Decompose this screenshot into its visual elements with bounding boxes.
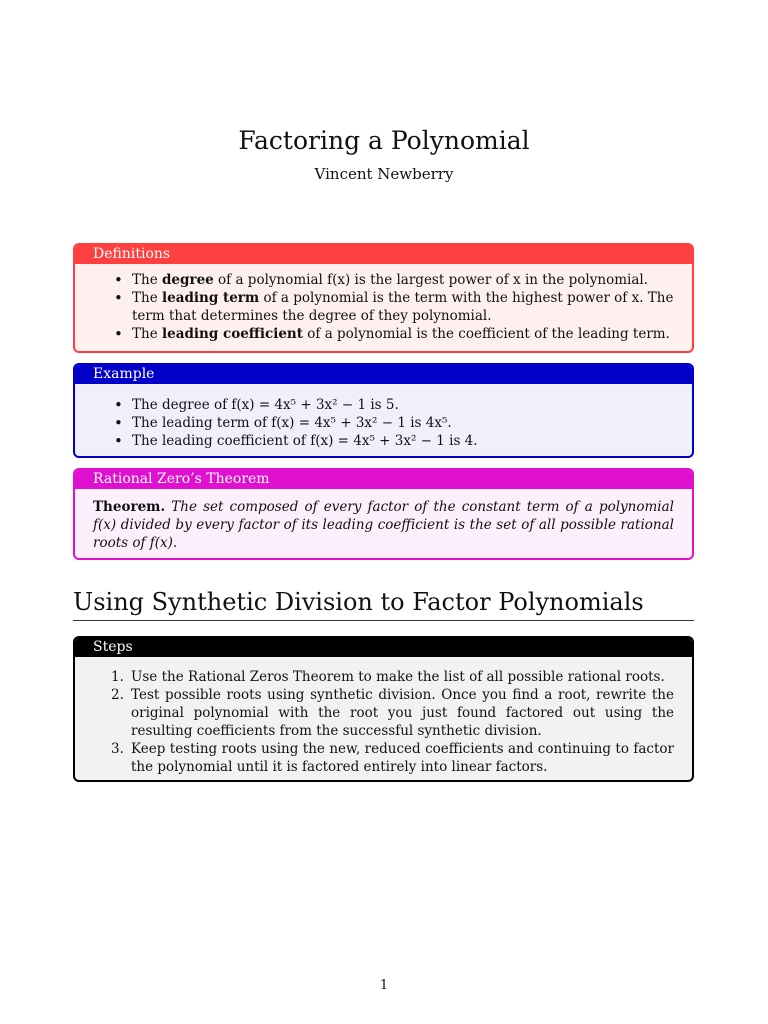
definitions-box — [73, 243, 694, 353]
section-heading: Using Synthetic Division to Factor Polynomials — [73, 588, 694, 621]
list-item: • The degree of a polynomial f(x) is the largest power of x in the polynomial. — [112, 271, 674, 289]
definitions-list — [75, 271, 674, 343]
theorem-statement — [75, 489, 692, 552]
steps-box — [73, 636, 694, 782]
theorem-box — [73, 468, 694, 560]
list-item: Test possible roots using synthetic division. Once you find a root, rewrite the original polynomial with the root you just found factored out using the resulting coefficients from the successful synthetic division. — [131, 687, 674, 739]
example-box — [73, 363, 694, 458]
author-name: Vincent Newberry — [314, 165, 454, 183]
page-number: 1 — [379, 978, 389, 993]
list-item: Use the Rational Zeros Theorem to make the list of all possible rational roots. — [131, 669, 665, 685]
theorem-heading: Rational Zero’s Theorem — [75, 470, 692, 489]
defined-term: leading term — [161, 290, 260, 306]
defined-term: leading coefficient — [161, 326, 303, 342]
example-list — [75, 396, 674, 450]
list-item: Keep testing roots using the new, reduced coefficients and continuing to factor the polynomial until it is factored entirely into linear factors. — [131, 741, 674, 775]
list-item: • The degree of f(x) = 4x⁵ + 3x² − 1 is 5. — [112, 396, 674, 414]
defined-term: degree — [161, 272, 214, 288]
page-title: Factoring a Polynomial — [238, 126, 530, 155]
theorem-label: Theorem. — [93, 499, 166, 515]
steps-list — [75, 668, 674, 776]
list-item: • The leading term of f(x) = 4x⁵ + 3x² − 1 is 4x⁵. — [112, 414, 674, 432]
theorem-text: The set composed of every factor of the constant term of a polynomial f(x) divided by every factor of its leading coefficient is the set of all possible rational roots of f(x). — [93, 499, 674, 551]
example-heading: Example — [75, 365, 692, 384]
definitions-heading: Definitions — [75, 245, 692, 264]
steps-heading: Steps — [75, 638, 692, 657]
list-item: • The leading term of a polynomial is the term with the highest power of x. The term that determines the degree of they polynomial. — [112, 289, 674, 325]
list-item: • The leading coefficient of f(x) = 4x⁵ + 3x² − 1 is 4. — [112, 432, 674, 450]
list-item: • The leading coefficient of a polynomial is the coefficient of the leading term. — [112, 325, 674, 343]
